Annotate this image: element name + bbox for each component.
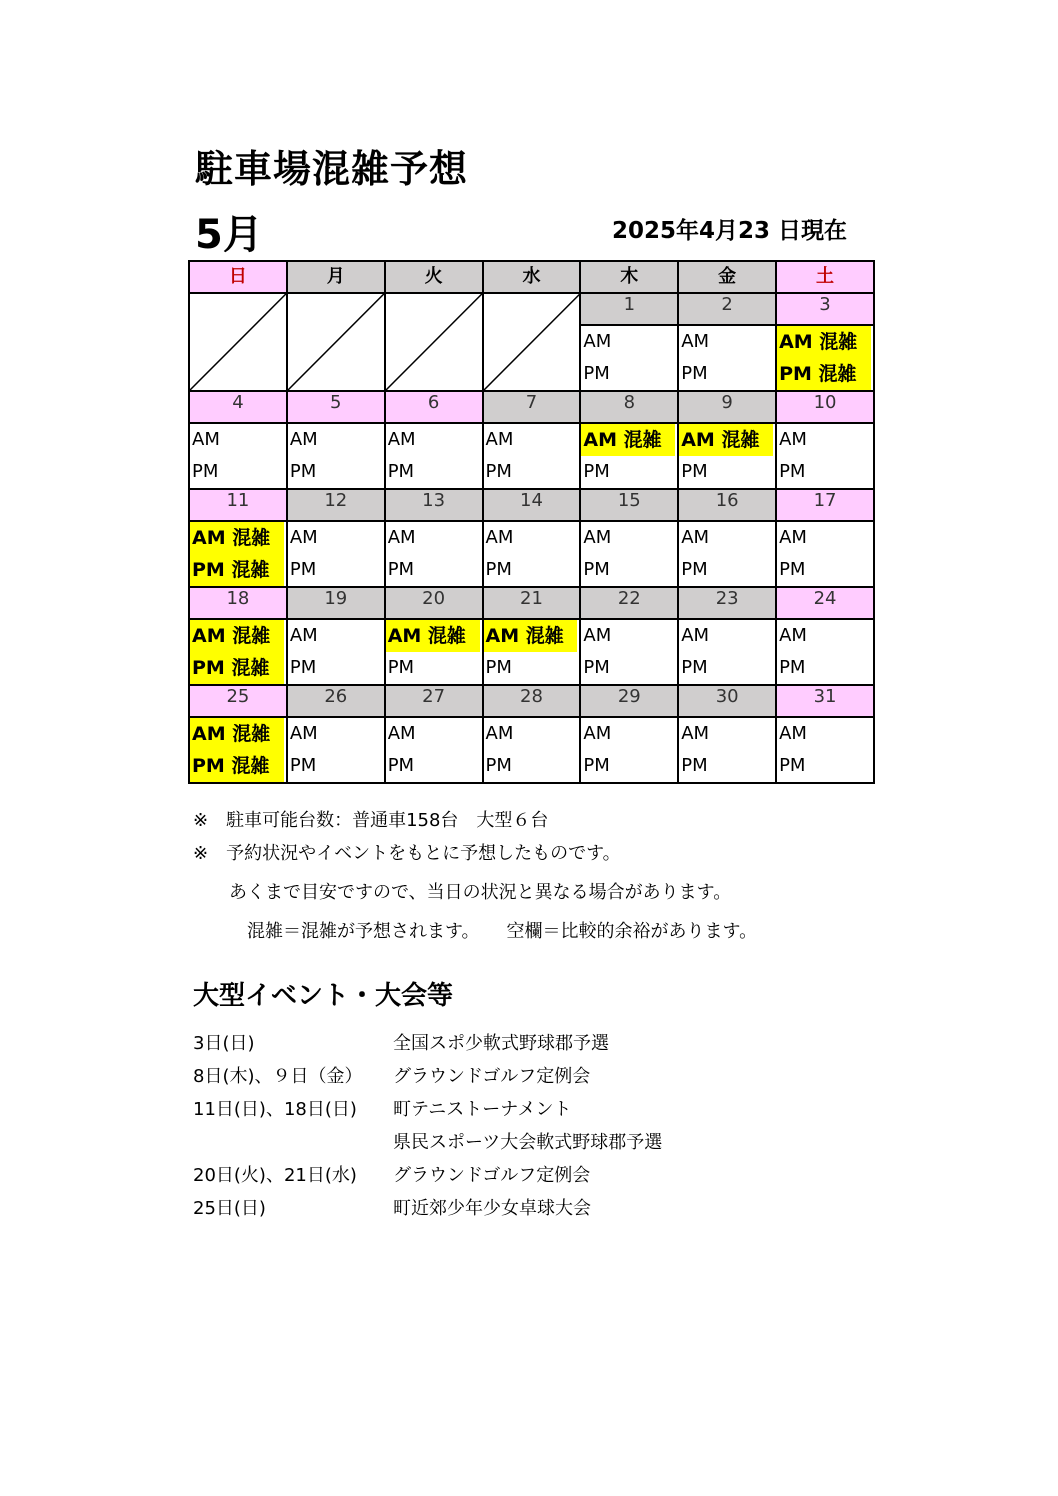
date-number: 9 bbox=[678, 391, 776, 423]
pm-slot: PM bbox=[681, 755, 708, 776]
month-label: 5月 bbox=[195, 212, 263, 258]
am-slot: AM bbox=[779, 527, 807, 548]
am-slot: AM bbox=[289, 527, 318, 548]
pm-slot: PM bbox=[681, 657, 708, 678]
date-number: 7 bbox=[483, 391, 581, 423]
day-cell bbox=[580, 717, 678, 783]
pm-slot: PM bbox=[485, 657, 512, 678]
date-number: 30 bbox=[678, 685, 776, 717]
note-line: あくまで目安ですので、当日の状況と異なる場合があります。 bbox=[193, 882, 732, 903]
weekday-thu: 木 bbox=[580, 261, 678, 293]
date-number: 10 bbox=[776, 391, 874, 423]
am-slot: AM bbox=[779, 723, 807, 744]
date-number: 4 bbox=[189, 391, 287, 423]
date-number: 5 bbox=[287, 391, 385, 423]
date-number: 24 bbox=[776, 587, 874, 619]
pm-slot: PM bbox=[192, 461, 219, 482]
day-cell bbox=[678, 619, 776, 685]
day-cell bbox=[287, 521, 385, 587]
day-cell bbox=[483, 717, 581, 783]
pm-slot: PM bbox=[583, 461, 610, 482]
am-slot-busy: AM 混雑 bbox=[190, 620, 284, 652]
event-name: 全国スポ少軟式野球郡予選 bbox=[393, 1033, 609, 1054]
date-number: 21 bbox=[483, 587, 581, 619]
date-number: 6 bbox=[385, 391, 483, 423]
slot-row bbox=[189, 521, 874, 587]
slot-row bbox=[189, 717, 874, 783]
am-slot-busy: AM 混雑 bbox=[190, 718, 284, 750]
date-number: 19 bbox=[287, 587, 385, 619]
am-slot: AM bbox=[583, 723, 612, 744]
date-number: 18 bbox=[189, 587, 287, 619]
am-slot-busy: AM 混雑 bbox=[484, 620, 578, 652]
day-cell bbox=[189, 521, 287, 587]
am-slot: AM bbox=[779, 429, 807, 450]
date-number: 12 bbox=[287, 489, 385, 521]
diagonal-strike-icon bbox=[484, 294, 580, 390]
day-cell bbox=[385, 717, 483, 783]
event-name: 町テニストーナメント bbox=[393, 1099, 572, 1120]
date-number: 22 bbox=[580, 587, 678, 619]
date-number: 31 bbox=[776, 685, 874, 717]
pm-slot: PM bbox=[387, 559, 415, 580]
am-slot: AM bbox=[289, 723, 318, 744]
empty-day-cell bbox=[287, 293, 385, 391]
am-slot: AM bbox=[681, 331, 710, 352]
day-cell bbox=[189, 423, 287, 489]
date-number: 23 bbox=[678, 587, 776, 619]
day-cell bbox=[385, 521, 483, 587]
day-cell bbox=[776, 717, 874, 783]
am-slot: AM bbox=[583, 625, 612, 646]
date-number: 13 bbox=[385, 489, 483, 521]
date-number: 11 bbox=[189, 489, 287, 521]
event-date: 20日(火)、21日(水) bbox=[193, 1165, 357, 1186]
diagonal-strike-icon bbox=[190, 294, 286, 390]
day-cell bbox=[287, 717, 385, 783]
date-number: 16 bbox=[678, 489, 776, 521]
date-number: 14 bbox=[483, 489, 581, 521]
am-slot-busy: AM 混雑 bbox=[679, 424, 773, 456]
date-number: 3 bbox=[776, 293, 874, 325]
page-title: 駐車場混雑予想 bbox=[195, 147, 469, 191]
pm-slot: PM bbox=[387, 657, 415, 678]
weekday-mon: 月 bbox=[287, 261, 385, 293]
date-number: 28 bbox=[483, 685, 581, 717]
pm-slot: PM bbox=[681, 461, 708, 482]
weekday-wed: 水 bbox=[483, 261, 581, 293]
date-number: 29 bbox=[580, 685, 678, 717]
am-slot: AM bbox=[681, 723, 710, 744]
day-cell bbox=[580, 521, 678, 587]
pm-slot: PM bbox=[779, 657, 806, 678]
note-line: 混雑＝混雑が予想されます。 空欄＝比較的余裕があります。 bbox=[193, 921, 758, 942]
date-number: 25 bbox=[189, 685, 287, 717]
day-cell bbox=[287, 619, 385, 685]
day-cell bbox=[385, 619, 483, 685]
pm-slot: PM bbox=[387, 461, 415, 482]
day-cell bbox=[580, 325, 678, 391]
note-line: ※ 予約状況やイベントをもとに予想したものです。 bbox=[193, 843, 621, 864]
event-date: 3日(日) bbox=[193, 1033, 255, 1054]
am-slot: AM bbox=[681, 527, 710, 548]
calendar-table bbox=[188, 260, 875, 784]
pm-slot: PM bbox=[779, 559, 806, 580]
slot-row bbox=[189, 619, 874, 685]
date-number: 27 bbox=[385, 685, 483, 717]
day-cell bbox=[776, 325, 874, 391]
am-slot: AM bbox=[779, 625, 807, 646]
pm-slot: PM bbox=[289, 559, 317, 580]
note-line: ※ 駐車可能台数：普通車158台 大型６台 bbox=[193, 810, 549, 831]
diagonal-strike-icon bbox=[288, 294, 384, 390]
pm-slot: PM bbox=[681, 559, 708, 580]
date-number-row bbox=[189, 391, 874, 423]
am-slot: AM bbox=[387, 527, 416, 548]
date-number: 17 bbox=[776, 489, 874, 521]
event-date: 11日(日)、18日(日) bbox=[193, 1099, 357, 1120]
pm-slot: PM bbox=[681, 363, 708, 384]
date-number: 2 bbox=[678, 293, 776, 325]
empty-day-cell bbox=[189, 293, 287, 391]
date-number-row bbox=[189, 587, 874, 619]
date-number-row bbox=[189, 293, 874, 325]
weekday-tue: 火 bbox=[385, 261, 483, 293]
as-of-date: 2025年4月23 日現在 bbox=[612, 218, 848, 244]
empty-day-cell bbox=[483, 293, 581, 391]
day-cell bbox=[483, 521, 581, 587]
am-slot: AM bbox=[192, 429, 220, 450]
pm-slot: PM bbox=[779, 461, 806, 482]
weekday-header-row bbox=[189, 261, 874, 293]
event-name: 県民スポーツ大会軟式野球郡予選 bbox=[393, 1132, 663, 1153]
day-cell bbox=[678, 325, 776, 391]
pm-slot-busy: PM 混雑 bbox=[190, 554, 284, 586]
pm-slot: PM bbox=[387, 755, 415, 776]
am-slot: AM bbox=[485, 527, 514, 548]
pm-slot: PM bbox=[485, 755, 512, 776]
notes bbox=[193, 804, 757, 948]
pm-slot-busy: PM 混雑 bbox=[190, 652, 284, 684]
am-slot: AM bbox=[485, 429, 514, 450]
empty-day-cell bbox=[385, 293, 483, 391]
day-cell bbox=[678, 717, 776, 783]
day-cell bbox=[483, 619, 581, 685]
day-cell bbox=[483, 423, 581, 489]
pm-slot-busy: PM 混雑 bbox=[777, 358, 871, 390]
pm-slot: PM bbox=[289, 461, 317, 482]
day-cell bbox=[776, 521, 874, 587]
weekday-sun: 日 bbox=[189, 261, 287, 293]
day-cell bbox=[678, 521, 776, 587]
slot-row bbox=[189, 423, 874, 489]
event-date: 8日(木)、９日（金） bbox=[193, 1066, 363, 1087]
pm-slot-busy: PM 混雑 bbox=[190, 750, 284, 782]
pm-slot: PM bbox=[289, 657, 317, 678]
pm-slot: PM bbox=[583, 363, 610, 384]
date-number-row bbox=[189, 489, 874, 521]
day-cell bbox=[776, 423, 874, 489]
am-slot: AM bbox=[583, 331, 612, 352]
pm-slot: PM bbox=[583, 755, 610, 776]
day-cell bbox=[776, 619, 874, 685]
pm-slot: PM bbox=[485, 461, 512, 482]
am-slot-busy: AM 混雑 bbox=[581, 424, 675, 456]
am-slot: AM bbox=[583, 527, 612, 548]
am-slot-busy: AM 混雑 bbox=[386, 620, 480, 652]
am-slot-busy: AM 混雑 bbox=[777, 326, 871, 358]
event-date: 25日(日) bbox=[193, 1198, 266, 1219]
weekday-fri: 金 bbox=[678, 261, 776, 293]
day-cell bbox=[189, 717, 287, 783]
pm-slot: PM bbox=[583, 657, 610, 678]
event-name: グラウンドゴルフ定例会 bbox=[393, 1165, 591, 1186]
pm-slot: PM bbox=[583, 559, 610, 580]
event-name: 町近郊少年少女卓球大会 bbox=[393, 1198, 591, 1219]
event-name: グラウンドゴルフ定例会 bbox=[393, 1066, 591, 1087]
am-slot-busy: AM 混雑 bbox=[190, 522, 284, 554]
day-cell bbox=[678, 423, 776, 489]
day-cell bbox=[580, 619, 678, 685]
am-slot: AM bbox=[485, 723, 514, 744]
date-number: 8 bbox=[580, 391, 678, 423]
date-number: 20 bbox=[385, 587, 483, 619]
am-slot: AM bbox=[289, 429, 318, 450]
am-slot: AM bbox=[681, 625, 710, 646]
weekday-sat: 土 bbox=[776, 261, 874, 293]
am-slot: AM bbox=[289, 625, 318, 646]
diagonal-strike-icon bbox=[386, 294, 482, 390]
date-number-row bbox=[189, 685, 874, 717]
am-slot: AM bbox=[387, 723, 416, 744]
date-number: 26 bbox=[287, 685, 385, 717]
date-number: 1 bbox=[580, 293, 678, 325]
day-cell bbox=[287, 423, 385, 489]
am-slot: AM bbox=[387, 429, 416, 450]
day-cell bbox=[385, 423, 483, 489]
pm-slot: PM bbox=[289, 755, 317, 776]
day-cell bbox=[580, 423, 678, 489]
day-cell bbox=[189, 619, 287, 685]
pm-slot: PM bbox=[779, 755, 806, 776]
date-number: 15 bbox=[580, 489, 678, 521]
events-title: 大型イベント・大会等 bbox=[193, 981, 454, 1011]
pm-slot: PM bbox=[485, 559, 512, 580]
